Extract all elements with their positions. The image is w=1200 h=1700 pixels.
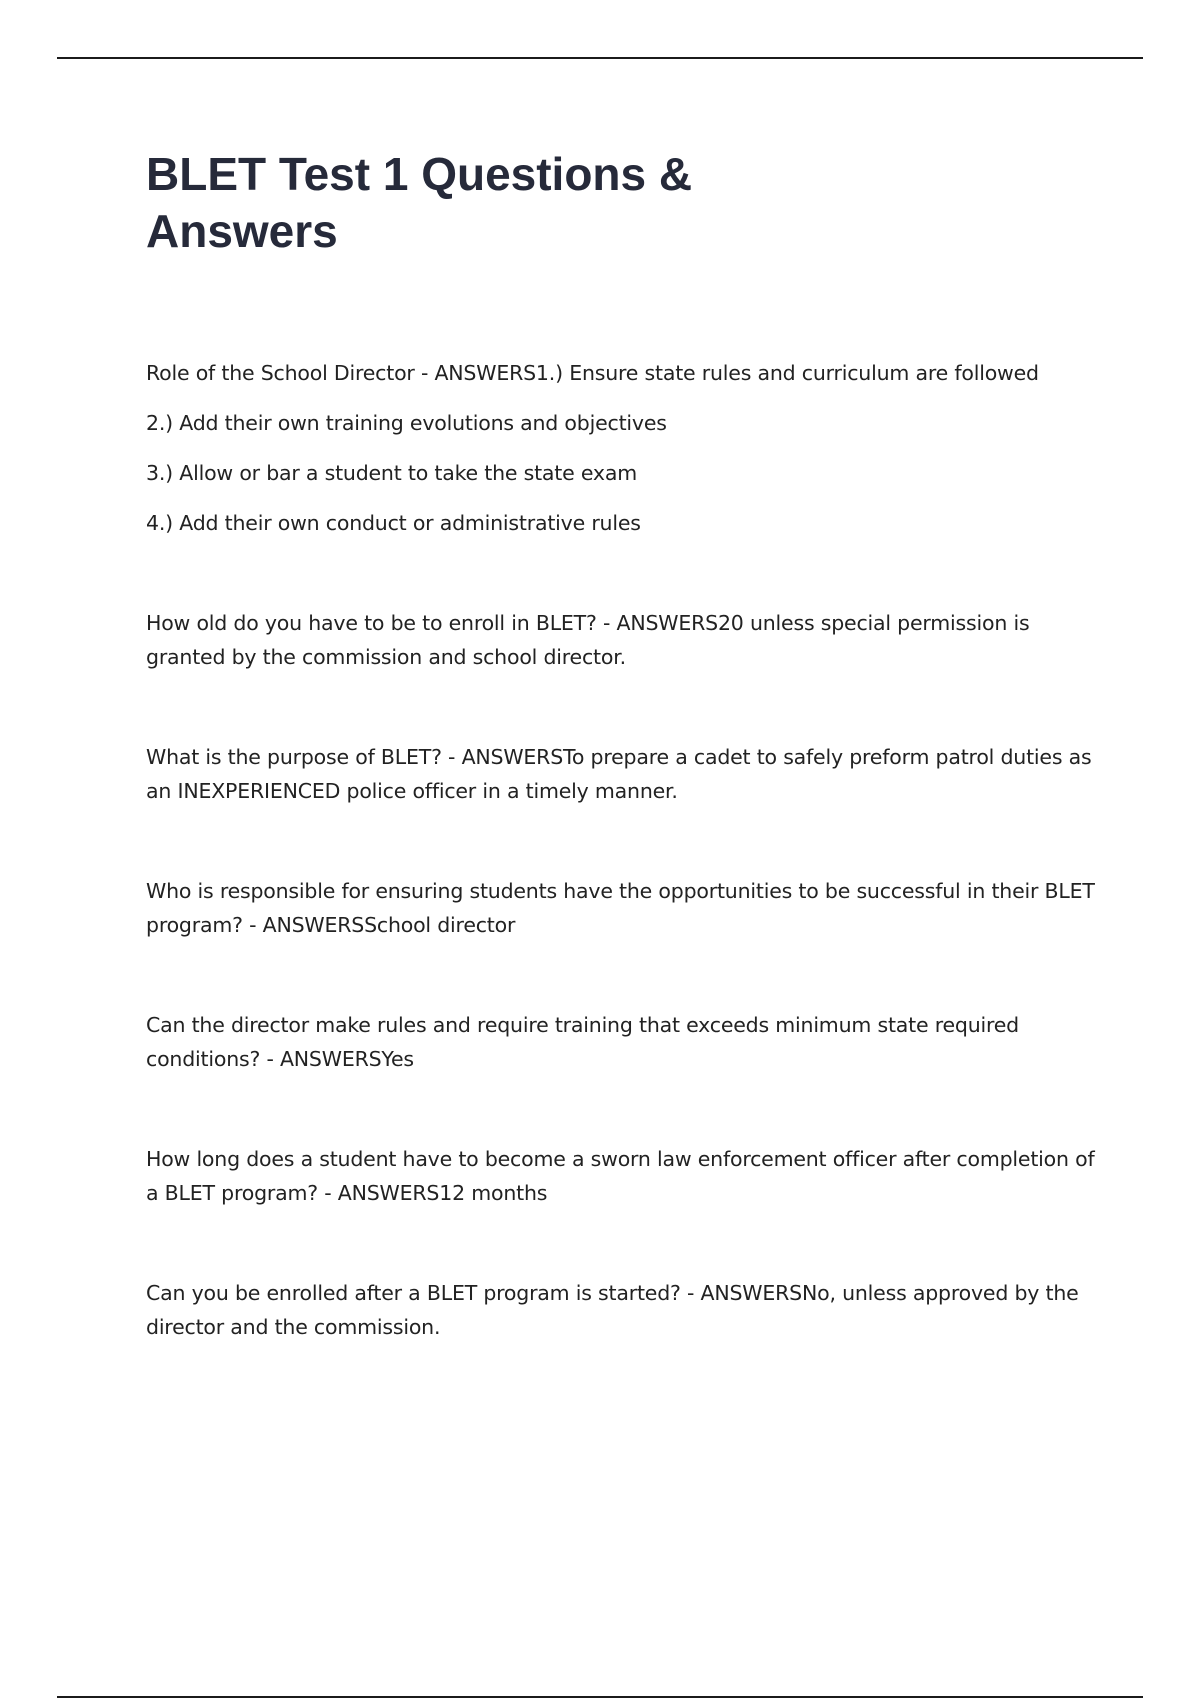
bottom-rule — [57, 1696, 1143, 1698]
qa-item: Can the director make rules and require training that exceeds minimum state required conditions? - ANSWERSYes — [146, 1013, 1019, 1071]
document-title: BLET Test 1 Questions & Answers — [146, 148, 693, 257]
top-rule — [57, 57, 1143, 59]
qa-item: Can you be enrolled after a BLET program is started? - ANSWERSNo, unless approved by the director and the commission. — [146, 1281, 1079, 1339]
paragraph: 2.) Add their own training evolutions and objectives — [146, 411, 667, 435]
qa-item: How long does a student have to become a sworn law enforcement officer after completion of a BLET program? - ANSWERS12 months — [146, 1147, 1095, 1205]
paragraph: 4.) Add their own conduct or administrative rules — [146, 511, 641, 535]
qa-item: How old do you have to be to enroll in BLET? - ANSWERS20 unless special permission is granted by the commission and school director. — [146, 611, 1030, 669]
qa-item: What is the purpose of BLET? - ANSWERSTo prepare a cadet to safely preform patrol duties as an INEXPERIENCED police officer in a timely manner. — [146, 745, 1092, 803]
document-body — [146, 356, 1096, 1344]
qa-role-of-director — [146, 356, 1096, 540]
paragraph: 3.) Allow or bar a student to take the state exam — [146, 461, 637, 485]
paragraph: Role of the School Director - ANSWERS1.) Ensure state rules and curriculum are followed — [146, 361, 1039, 385]
qa-item: Who is responsible for ensuring students have the opportunities to be successful in their BLET program? - ANSWERSSchool director — [146, 879, 1095, 937]
